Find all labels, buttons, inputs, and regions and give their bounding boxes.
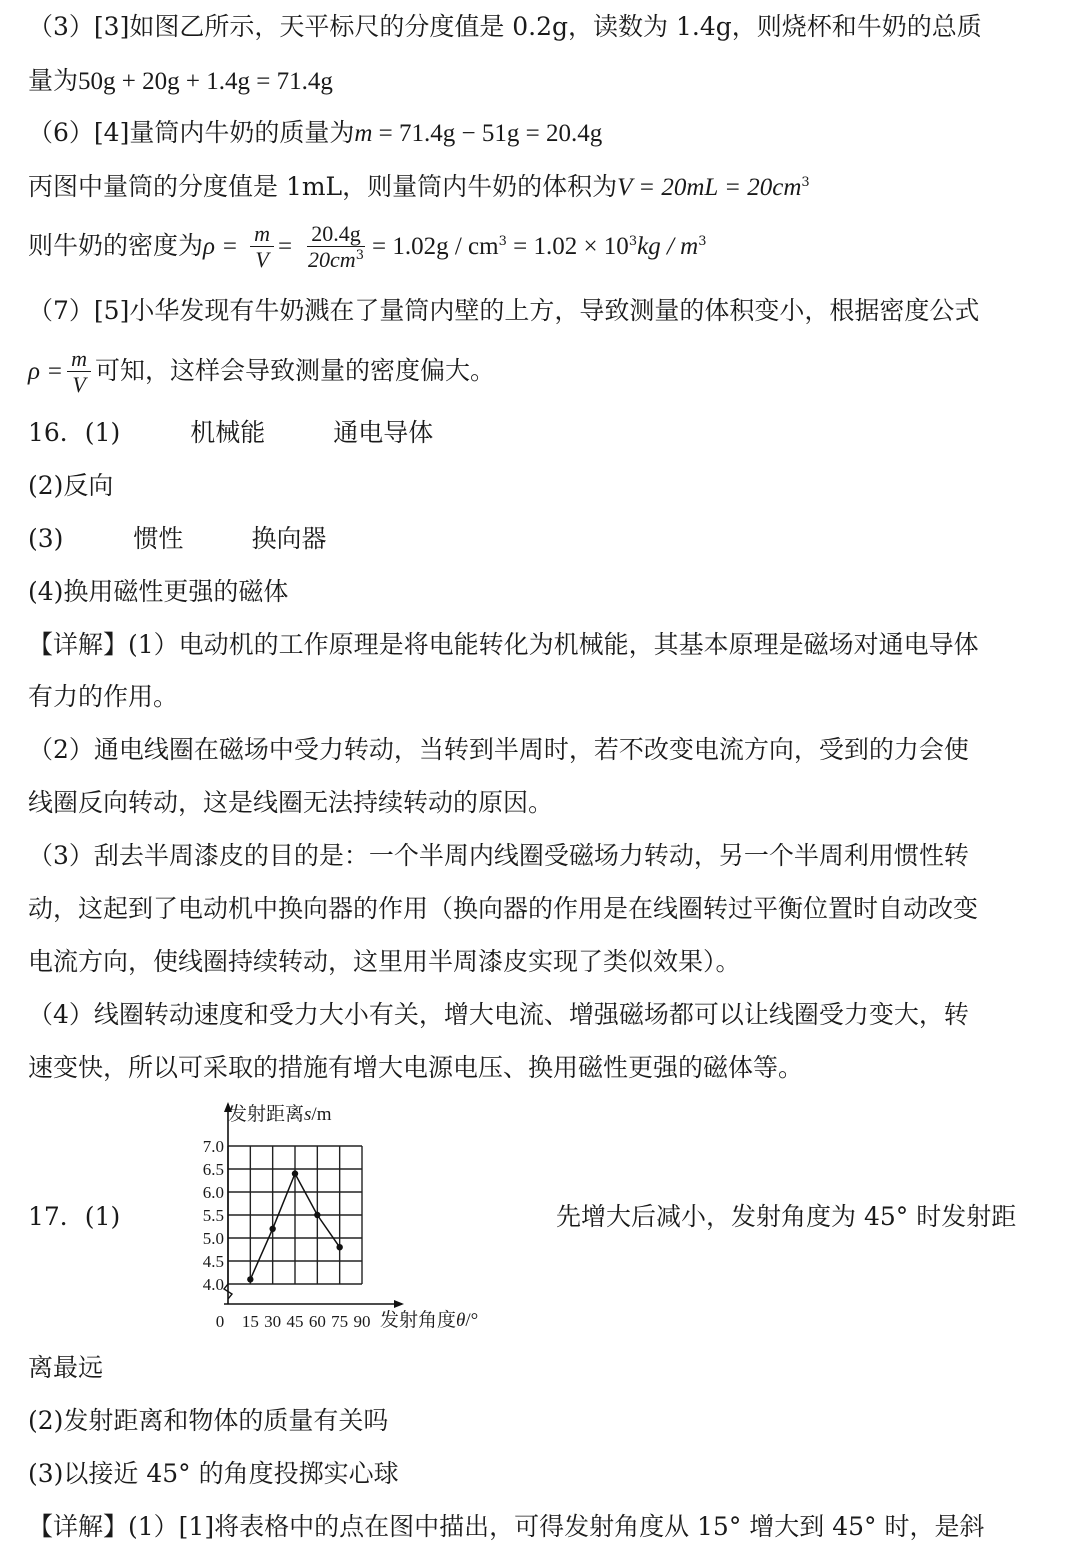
fraction-m-over-v bbox=[250, 222, 274, 273]
text-line-19: （4）线圈转动速度和受力大小有关，增大电流、增强磁场都可以让线圈受力变大，转 bbox=[28, 1000, 969, 1029]
x-tick-label: 75 bbox=[331, 1312, 349, 1331]
y-axis-label-text: 发射距离 bbox=[228, 1104, 305, 1125]
volume-exponent: 3 bbox=[801, 175, 810, 190]
density-result-2: = 1.02 × 10 bbox=[506, 233, 629, 260]
text-line-11: (4)换用磁性更强的磁体 bbox=[28, 577, 289, 606]
milk-mass-formula: = 71.4g − 51g = 20.4g bbox=[372, 120, 603, 147]
chart-grid bbox=[228, 1146, 362, 1284]
text-line-2-prefix: 量为 bbox=[28, 66, 79, 95]
density-result-1: = 1.02g / cm bbox=[371, 233, 499, 260]
fraction-m-over-v bbox=[67, 347, 91, 398]
text-line-7-suffix: 可知，这样会导致测量的密度偏大。 bbox=[95, 356, 496, 385]
data-point bbox=[269, 1226, 275, 1232]
text-line-3-prefix: （6）[4]量筒内牛奶的质量为 bbox=[28, 118, 355, 147]
x-tick-label: 15 bbox=[241, 1312, 259, 1331]
y-axis-label bbox=[228, 1103, 332, 1125]
launch-distance-chart bbox=[190, 1098, 500, 1338]
density-symbol: ρ = bbox=[203, 233, 239, 260]
data-point bbox=[336, 1244, 342, 1250]
x-axis-label bbox=[380, 1309, 478, 1331]
y-axis-label-variable: s bbox=[304, 1104, 312, 1125]
x-tick-label: 30 bbox=[264, 1312, 282, 1331]
answer-16-3b: 换向器 bbox=[251, 524, 327, 553]
text-line-15: 线圈反向转动，这是线圈无法持续转动的原因。 bbox=[28, 788, 554, 817]
y-tick-label: 5.5 bbox=[202, 1206, 224, 1225]
fraction-denominator: V bbox=[72, 372, 86, 397]
text-line-5 bbox=[28, 216, 706, 276]
text-line-25: 【详解】(1）[1]将表格中的点在图中描出，可得发射角度从 15° 增大到 45° 时，是斜 bbox=[28, 1512, 985, 1541]
y-tick-label: 4.5 bbox=[202, 1252, 224, 1271]
y-tick-label: 6.0 bbox=[202, 1183, 224, 1202]
y-axis-label-unit: /m bbox=[311, 1104, 332, 1125]
text-line-22: 离最远 bbox=[28, 1353, 104, 1382]
answer-16-1b: 通电导体 bbox=[333, 418, 434, 447]
text-line-20: 速变快，所以可采取的措施有增大电源电压、换用磁性更强的磁体等。 bbox=[28, 1053, 804, 1082]
density-result-3: kg / m bbox=[637, 233, 699, 260]
exponent: 3 bbox=[698, 234, 707, 249]
y-tick-label: 7.0 bbox=[202, 1137, 224, 1156]
fraction-numerator: 20.4g bbox=[307, 222, 365, 247]
fraction-numerator: m bbox=[67, 347, 91, 372]
total-mass-formula: 50g + 20g + 1.4g = 71.4g bbox=[78, 68, 333, 95]
data-point bbox=[314, 1212, 320, 1218]
x-tick-label: 60 bbox=[308, 1312, 326, 1331]
volume-formula: V = 20mL = 20cm bbox=[617, 174, 802, 201]
text-line-7 bbox=[28, 342, 495, 400]
fraction-denominator-exponent: 3 bbox=[355, 247, 364, 263]
text-line-23: (2)发射距离和物体的质量有关吗 bbox=[28, 1406, 389, 1435]
question-16-number: 16．(1) bbox=[28, 418, 121, 447]
data-point bbox=[247, 1276, 253, 1282]
x-axis-label-variable: θ bbox=[456, 1310, 466, 1331]
text-line-3 bbox=[28, 116, 602, 150]
fraction-denominator bbox=[304, 247, 368, 274]
equals-sign: = bbox=[277, 233, 293, 260]
text-line-2 bbox=[28, 64, 333, 98]
x-axis-arrow bbox=[394, 1300, 404, 1308]
y-tick-label: 4.0 bbox=[202, 1275, 224, 1294]
answer-16-3a: 惯性 bbox=[133, 524, 184, 553]
x-tick-label: 0 bbox=[215, 1312, 225, 1331]
text-line-5-prefix: 则牛奶的密度为 bbox=[28, 231, 204, 260]
answer-16-3-number: (3) bbox=[28, 524, 64, 553]
data-point bbox=[292, 1170, 298, 1176]
y-tick-label: 6.5 bbox=[202, 1160, 224, 1179]
text-line-18: 电流方向，使线圈持续转动，这里用半周漆皮实现了类似效果）。 bbox=[28, 947, 741, 976]
x-axis-label-text: 发射角度 bbox=[380, 1310, 457, 1331]
fraction-denominator-text: 20cm bbox=[308, 246, 356, 272]
text-line-6: （7）[5]小华发现有牛奶溅在了量筒内壁的上方，导致测量的体积变小，根据密度公式 bbox=[28, 296, 980, 325]
density-symbol: ρ = bbox=[28, 358, 64, 385]
mass-symbol: m bbox=[354, 120, 373, 147]
text-line-14: （2）通电线圈在磁场中受力转动，当转到半周时，若不改变电流方向，受到的力会使 bbox=[28, 735, 969, 764]
fraction-values bbox=[304, 222, 368, 274]
x-axis-label-unit: /° bbox=[465, 1310, 479, 1331]
text-line-24: (3)以接近 45° 的角度投掷实心球 bbox=[28, 1459, 399, 1488]
text-line-13: 有力的作用。 bbox=[28, 682, 179, 711]
fraction-denominator: V bbox=[255, 247, 269, 272]
fraction-numerator: m bbox=[250, 222, 274, 247]
text-line-9: (2)反向 bbox=[28, 471, 114, 500]
text-line-12: 【详解】(1）电动机的工作原理是将电能转化为机械能，其基本原理是磁场对通电导体 bbox=[28, 630, 979, 659]
text-line-17: 动，这起到了电动机中换向器的作用（换向器的作用是在线圈转过平衡位置时自动改变 bbox=[28, 894, 979, 923]
answer-16-1a: 机械能 bbox=[190, 418, 266, 447]
exponent: 3 bbox=[628, 234, 638, 249]
x-tick-label: 90 bbox=[353, 1312, 371, 1331]
text-line-4-prefix: 丙图中量筒的分度值是 1mL，则量筒内牛奶的体积为 bbox=[28, 172, 618, 201]
y-tick-label: 5.0 bbox=[202, 1229, 224, 1248]
text-line-10 bbox=[28, 522, 326, 556]
text-line-1: （3）[3]如图乙所示，天平标尺的分度值是 0.2g，读数为 1.4g，则烧杯和牛奶的总质 bbox=[28, 12, 982, 41]
text-line-4 bbox=[28, 170, 810, 204]
answer-17-1: 先增大后减小，发射角度为 45° 时发射距 bbox=[556, 1202, 1017, 1231]
x-tick-label: 45 bbox=[286, 1312, 304, 1331]
text-line-8 bbox=[28, 416, 433, 450]
exponent: 3 bbox=[498, 234, 507, 249]
text-line-16: （3）刮去半周漆皮的目的是：一个半周内线圈受磁场力转动，另一个半周利用惯性转 bbox=[28, 841, 969, 870]
question-17-number: 17．(1) bbox=[28, 1202, 121, 1231]
